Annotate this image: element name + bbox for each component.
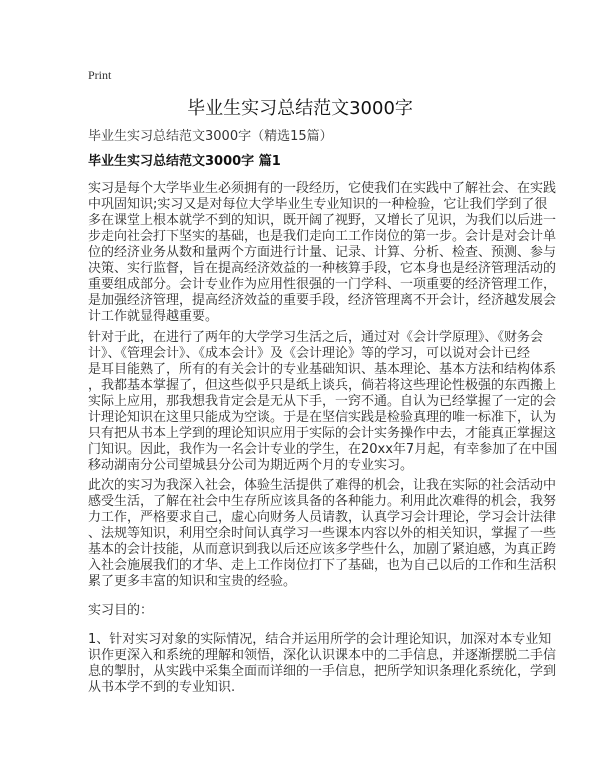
text-line: 1、针对实习对象的实际情况，结合并运用所学的会计理论知识，加深对本专业知 (88, 632, 552, 647)
text-line: 从书本学不到的专业知识. (88, 680, 236, 695)
text-line: 步走向社会打下坚实的基础，也是我们走向工工作岗位的第一步。会计是对会计单 (88, 229, 557, 244)
paragraph (88, 330, 557, 474)
text-line: 移动湖南分公司望城县分公司为期近两个月的专业实习。 (88, 458, 414, 473)
text-line: 是耳目能熟了，所有的有关会计的专业基础知识、基本理论、基本方法和结构体系 (88, 362, 557, 377)
text-line: 感受生活，了解在社会中生存所应该具备的各种能力。利用此次难得的机会，我努 (88, 494, 557, 509)
text-line: 实习是每个大学毕业生必须拥有的一段经历，它使我们在实践中了解社会、在实践 (88, 181, 557, 196)
text-line: 是加强经济管理，提高经济效益的重要手段，经济管理离不开会计，经济越发展会 (88, 293, 557, 308)
text-line: 计工作就显得越重要。 (88, 309, 219, 324)
text-line: 只有把从书本上学到的理论知识应用于实际的会计实务操作中去，才能真正掌握这 (88, 426, 557, 441)
text-line: 中巩固知识;实习又是对每位大学毕业生专业知识的一种检验，它让我们学到了很 (88, 197, 548, 212)
text-line: 位的经济业务从数和量两个方面进行计量、记录、计算、分析、检查、预测、参与 (88, 245, 557, 260)
text-line: 重要组成部分。会计专业作为应用性很强的一门学科、一项重要的经济管理工作， (88, 277, 557, 292)
text-line: 累了更多丰富的知识和宝贵的经验。 (88, 574, 297, 589)
text-line: 此次的实习为我深入社会，体验生活提供了难得的机会，让我在实际的社会活动中 (88, 478, 557, 493)
text-line: 针对于此，在进行了两年的大学学习生活之后，通过对《会计学原理》、《财务会 (88, 330, 544, 345)
text-line: 识作更深入和系统的理解和领悟，深化认识课本中的二手信息，并逐渐摆脱二手信 (88, 648, 557, 663)
page-title: 毕业生实习总结范文3000字 (187, 98, 413, 119)
section-heading: 毕业生实习总结范文3000字 篇1 (88, 154, 281, 169)
list-item (88, 632, 556, 696)
paragraph-label (88, 603, 153, 619)
text-line: 实际上应用，那我想我肯定会是无从下手，一窍不通。自认为已经掌握了一定的会 (88, 394, 557, 409)
print-label: Print (88, 68, 112, 82)
text-line: 、法规等知识，利用空余时间认真学习一些课本内容以外的相关知识，掌握了一些 (88, 526, 557, 541)
text-line: 入社会施展我们的才华、走上工作岗位打下了基础，也为自己以后的工作和生活积 (88, 558, 557, 573)
text-line: ，我都基本掌握了，但这些似乎只是纸上谈兵，倘若将这些理论性极强的东西搬上 (88, 378, 557, 393)
text-line: 计》、《管理会计》、《成本会计》及《会计理论》等的学习，可以说对会计已经 (88, 346, 531, 361)
document-subtitle: 毕业生实习总结范文3000字（精选15篇） (88, 129, 333, 144)
text-line: 多在课堂上根本就学不到的知识，既开阔了视野，又增长了见识，为我们以后进一 (88, 213, 557, 228)
text-line: 决策、实行监督，旨在提高经济效益的一种核算手段，它本身也是经济管理活动的 (88, 261, 557, 276)
text-line: 实习目的： (88, 603, 154, 618)
text-line: 息的掣肘，从实践中采集全面而详细的一手信息，把所学知识条理化系统化，学到 (88, 664, 557, 679)
paragraph (88, 478, 556, 590)
text-line: 力工作，严格要求自己，虚心向财务人员请教，认真学习会计理论，学习会计法律 (88, 510, 557, 525)
paragraph (88, 181, 556, 325)
text-line: 基本的会计技能，从而意识到我以后还应该多学些什么，加剧了紧迫感，为真正跨 (88, 542, 557, 557)
text-line: 计理论知识在这里只能成为空谈。于是在坚信实践是检验真理的唯一标准下，认为 (88, 410, 557, 425)
text-line: 门知识。因此，我作为一名会计专业的学生，在20xx年7月起，有幸参加了在中国 (88, 442, 558, 457)
